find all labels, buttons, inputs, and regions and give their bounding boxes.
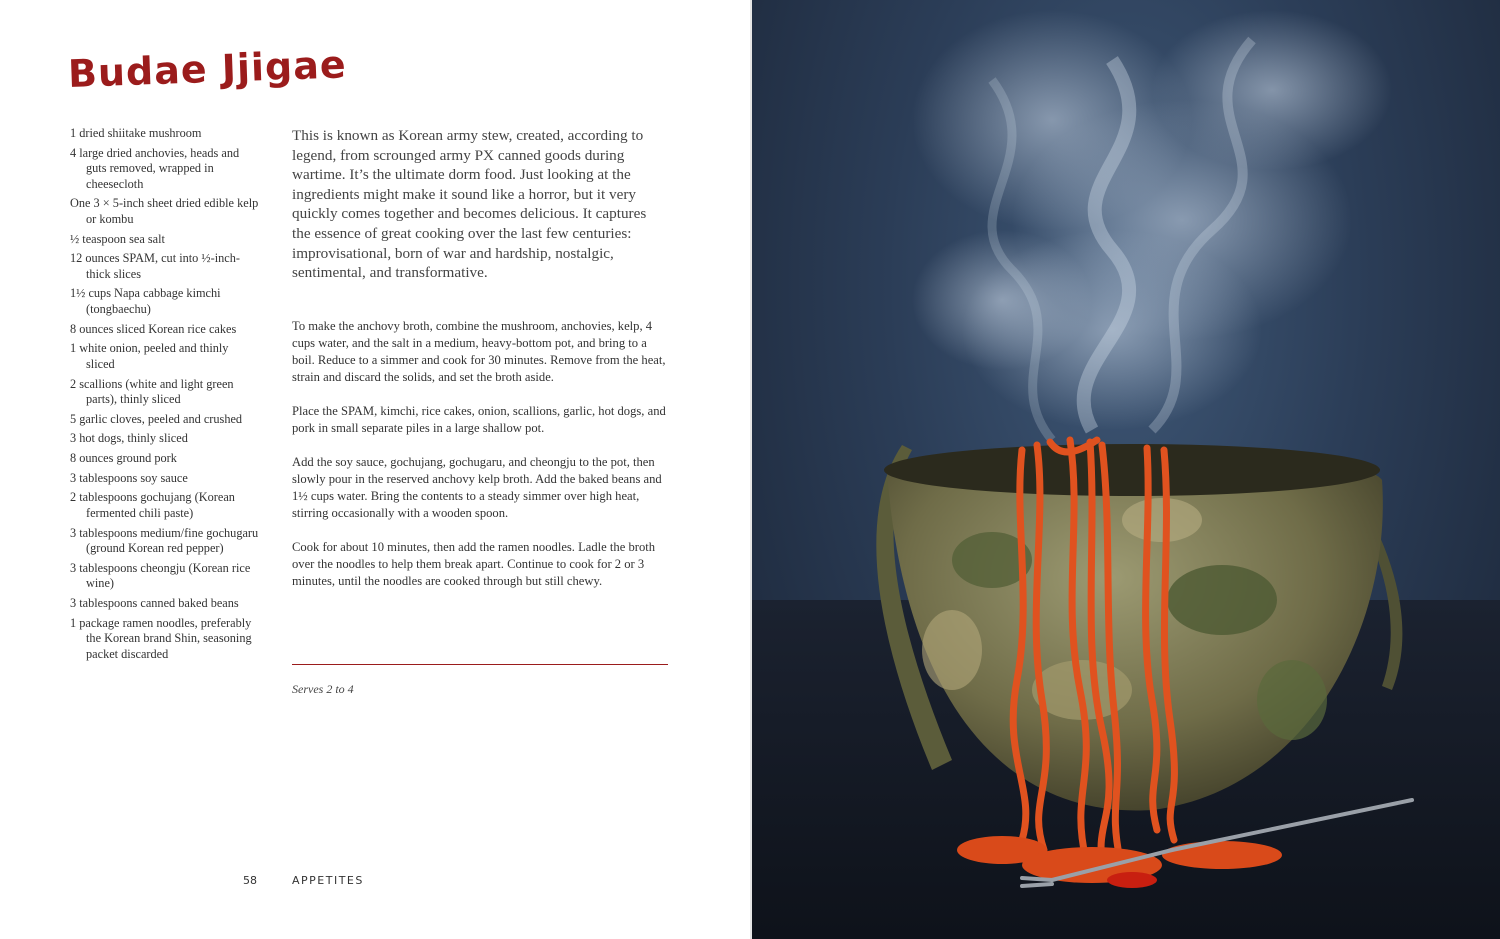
ingredient-item: 8 ounces ground pork	[70, 451, 177, 466]
recipe-intro: This is known as Korean army stew, created, according to legend, from scrounged army PX canned goods during wartime. It’s the ultimate dorm food. Just looking at the ingredients might make it sound like a horror, but it very quickly comes together and becomes delicious. It captures the essence of great cooking over the last few centuries: improvisational, born of war and hardship, nostalgic, sentimental, and transformative.	[292, 127, 647, 282]
ingredient-item: 3 tablespoons medium/fine gochugaru (ground Korean red pepper)	[70, 525, 259, 556]
ingredient-item: 1½ cups Napa cabbage kimchi (tongbaechu)	[70, 286, 221, 316]
serves-note: Serves 2 to 4	[292, 682, 354, 696]
ingredient-item: 4 large dried anchovies, heads and guts removed, wrapped in cheesecloth	[70, 145, 240, 191]
ingredient-item: 8 ounces sliced Korean rice cakes	[70, 321, 237, 336]
recipe-steps	[292, 318, 668, 607]
step-paragraph: Place the SPAM, kimchi, rice cakes, onion, scallions, garlic, hot dogs, and pork in small separate piles in a large shallow pot.	[292, 404, 666, 435]
step-paragraph: To make the anchovy broth, combine the mushroom, anchovies, kelp, 4 cups water, and the salt in a medium, heavy-bottom pot, and bring to a boil. Reduce to a simmer and cook for 30 minutes. Remove from the heat, strain and discard the solids, and set the broth aside.	[292, 319, 666, 384]
recipe-title: Budae Jjigae	[67, 42, 348, 96]
step-paragraph: Add the soy sauce, gochujang, gochugaru, and cheongju to the pot, then slowly pour in the reserved anchovy kelp broth. Add the baked beans and 1½ cups water. Bring the contents to a steady simmer over high heat, stirring occasionally with a wooden spoon.	[292, 455, 662, 520]
ingredient-item: 3 tablespoons canned baked beans	[70, 596, 239, 610]
ingredient-item: 3 tablespoons soy sauce	[70, 470, 188, 485]
ingredient-item: 1 dried shiitake mushroom	[70, 126, 202, 140]
stew-photo	[752, 0, 1500, 939]
ingredient-item: One 3 × 5-inch sheet dried edible kelp or kombu	[70, 196, 259, 226]
ingredient-item: 2 tablespoons gochujang (Korean fermented chili paste)	[70, 490, 235, 520]
ingredient-item: 1 package ramen noodles, preferably the Korean brand Shin, seasoning packet discarded	[70, 615, 252, 661]
ingredient-item: ½ teaspoon sea salt	[70, 231, 165, 246]
divider-rule	[292, 664, 668, 665]
ingredient-item: 12 ounces SPAM, cut into ½-inch-thick slices	[70, 251, 240, 281]
stew-photo-illustration	[752, 0, 1500, 939]
steam	[912, 10, 1392, 440]
page-number: 58	[243, 874, 257, 887]
step-paragraph: Cook for about 10 minutes, then add the ramen noodles. Ladle the broth over the noodles to help them break apart. Continue to cook for 2 or 3 minutes, until the noodles are cooked through but still chewy.	[292, 540, 656, 588]
ingredient-item: 3 hot dogs, thinly sliced	[70, 431, 188, 446]
ingredient-list	[70, 126, 260, 666]
ingredient-item: 3 tablespoons cheongju (Korean rice wine)	[70, 560, 251, 591]
ingredient-item: 2 scallions (white and light green parts), thinly sliced	[70, 376, 234, 406]
running-head: APPETITES	[292, 874, 364, 887]
ingredient-item: 1 white onion, peeled and thinly sliced	[70, 341, 229, 371]
ingredient-item: 5 garlic cloves, peeled and crushed	[70, 411, 243, 426]
